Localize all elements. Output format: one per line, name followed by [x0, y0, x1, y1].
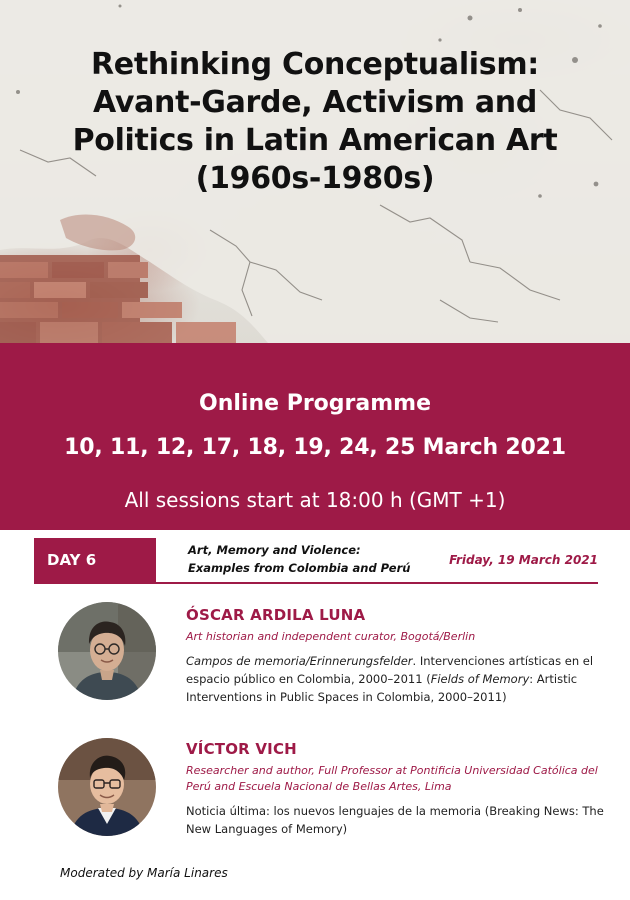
programme-heading: Online Programme	[199, 391, 431, 416]
event-title-line: Rethinking Conceptualism:	[90, 47, 539, 82]
event-title-line: Politics in Latin American Art	[72, 123, 558, 158]
speaker-role: Researcher and author, Full Professor at Pontificia Universidad Católica del Perú and Escuela Nacional de Bellas Artes, Lima	[186, 764, 598, 793]
day-topic-line: Examples from Colombia and Perú	[188, 561, 411, 575]
talk-title	[186, 652, 606, 706]
event-title	[40, 46, 590, 198]
talk-title-text: . Intervenciones artísticas en el espacio público en Colombia, 2000–2011 (	[186, 654, 594, 686]
speaker-photo	[58, 602, 156, 700]
day-topic	[188, 541, 438, 577]
speaker-photo	[58, 738, 156, 836]
day-label: DAY 6	[34, 538, 156, 582]
talk-title: Noticia última: los nuevos lenguajes de la memoria (Breaking News: The New Languages of Memory)	[186, 804, 604, 836]
programme-dates: 10, 11, 12, 17, 18, 19, 24, 25 March 2021	[64, 435, 566, 460]
portrait-man-glasses-icon	[58, 738, 156, 836]
event-title-line: (1960s-1980s)	[195, 161, 435, 196]
speaker-role: Art historian and independent curator, Bogotá/Berlin	[186, 630, 476, 643]
day-topic-line: Art, Memory and Violence:	[188, 543, 361, 557]
programme-band	[0, 343, 630, 530]
hero-banner	[0, 0, 630, 343]
day-date: Friday, 19 March 2021	[449, 553, 598, 567]
talk-title-italic: Campos de memoria/Erinnerungsfelder	[186, 654, 413, 668]
session-time-note: All sessions start at 18:00 h (GMT +1)	[124, 488, 506, 512]
talk-title-text: : Artistic Interventions in Public Spaces in Colombia, 2000–2011)	[186, 672, 578, 704]
moderator-note: Moderated by María Linares	[60, 866, 228, 880]
event-title-line: Avant-Garde, Activism and	[92, 85, 538, 120]
divider	[34, 582, 598, 584]
portrait-man-glasses-icon	[58, 602, 156, 700]
talk-title-italic: Fields of Memory	[430, 672, 530, 686]
speaker-name: VÍCTOR VICH	[186, 740, 297, 758]
speaker-name: ÓSCAR ARDILA LUNA	[186, 606, 366, 624]
